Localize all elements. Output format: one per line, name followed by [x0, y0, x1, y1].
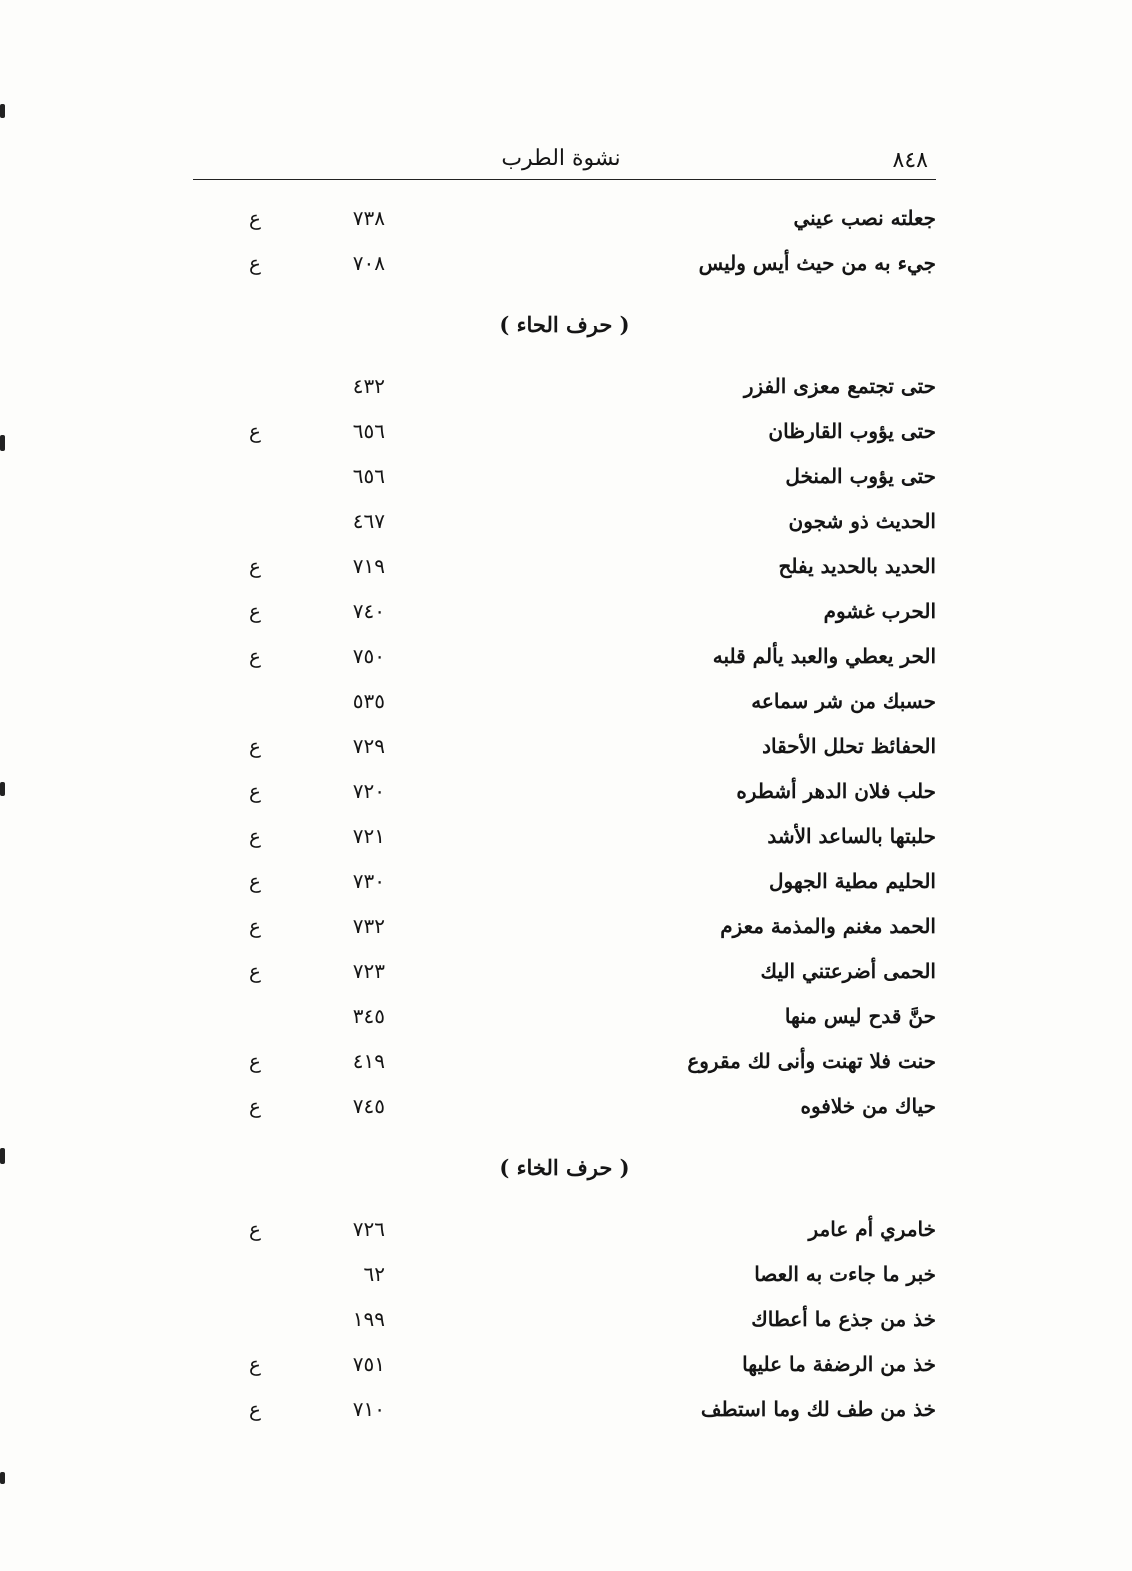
source-mark: ع	[249, 206, 261, 230]
page-reference: ٤٦٧	[352, 509, 385, 533]
source-mark: ع	[249, 554, 261, 578]
proverb-text: الحر يعطي والعبد يألم قلبه	[712, 644, 936, 668]
page-reference: ٧٢٩	[352, 734, 385, 758]
section-heading-text: ( حرف الخاء )	[499, 1155, 630, 1180]
proverb-text: الحديد بالحديد يفلح	[778, 554, 936, 578]
proverb-text: حلب فلان الدهر أشطره	[736, 779, 936, 803]
proverb-text: خذ من الرضفة ما عليها	[742, 1352, 936, 1376]
index-row	[193, 454, 936, 499]
source-mark: ع	[249, 959, 261, 983]
proverb-text: الحديث ذو شجون	[788, 509, 936, 533]
index-row	[193, 544, 936, 589]
source-mark: ع	[249, 1397, 261, 1421]
page-reference: ٧٣٠	[352, 869, 385, 893]
proverb-text: حياك من خلافوه	[800, 1094, 936, 1118]
page-reference: ٦٢	[363, 1262, 385, 1286]
page-reference: ٦٥٦	[352, 464, 385, 488]
proverb-text: الحرب غشوم	[823, 599, 936, 623]
scan-edge-mark	[0, 782, 5, 796]
index-row	[193, 949, 936, 994]
source-mark: ع	[249, 869, 261, 893]
source-mark: ع	[249, 419, 261, 443]
proverb-text: خبر ما جاءت به العصا	[754, 1262, 936, 1286]
page-number: ٨٤٨	[892, 148, 928, 173]
section-heading	[193, 286, 936, 364]
index-row	[193, 634, 936, 679]
page-reference: ٧٢٦	[352, 1217, 385, 1241]
proverb-text: خذ من طف لك وما استطف	[700, 1397, 936, 1421]
proverb-text: خذ من جذع ما أعطاك	[751, 1307, 936, 1331]
page-reference: ٧٣٨	[352, 206, 385, 230]
index-row	[193, 994, 936, 1039]
page-reference: ٧١٩	[352, 554, 385, 578]
scan-edge-mark	[0, 104, 5, 118]
page-reference: ٧٢٠	[352, 779, 385, 803]
proverb-text: الحليم مطية الجهول	[769, 869, 936, 893]
source-mark: ع	[249, 914, 261, 938]
proverb-text: حتى يؤوب المنخل	[785, 464, 936, 488]
page-header	[193, 140, 936, 180]
source-mark: ع	[249, 1094, 261, 1118]
source-mark: ع	[249, 1049, 261, 1073]
index-row	[193, 1039, 936, 1084]
proverb-text: حلبتها بالساعد الأشد	[767, 824, 936, 848]
page-reference: ٧٢٣	[352, 959, 385, 983]
index-row	[193, 1387, 936, 1432]
page-reference: ٧١٠	[352, 1397, 385, 1421]
scan-edge-mark	[0, 1472, 5, 1484]
index-row	[193, 859, 936, 904]
page-reference: ٧٥٠	[352, 644, 385, 668]
index-entries	[193, 196, 936, 1432]
page-reference: ٥٣٥	[352, 689, 385, 713]
index-row	[193, 589, 936, 634]
page-reference: ٧٣٢	[352, 914, 385, 938]
proverb-text: الحمى أضرعتني اليك	[760, 959, 936, 983]
proverb-text: الحمد مغنم والمذمة معزم	[720, 914, 936, 938]
index-row	[193, 814, 936, 859]
proverb-text: جيء به من حيث أيس وليس	[698, 251, 936, 275]
page-reference: ٤١٩	[352, 1049, 385, 1073]
page-reference: ٧٤٥	[352, 1094, 385, 1118]
proverb-text: جعلته نصب عيني	[793, 206, 936, 230]
source-mark: ع	[249, 251, 261, 275]
index-row	[193, 724, 936, 769]
scan-edge-mark	[0, 1148, 5, 1164]
page-reference: ٣٤٥	[352, 1004, 385, 1028]
index-row	[193, 499, 936, 544]
source-mark: ع	[249, 734, 261, 758]
page-reference: ٧٠٨	[352, 251, 385, 275]
running-title: نشوة الطرب	[501, 146, 621, 171]
index-row	[193, 1297, 936, 1342]
index-row	[193, 1207, 936, 1252]
index-row	[193, 364, 936, 409]
index-row	[193, 409, 936, 454]
index-row	[193, 241, 936, 286]
section-heading	[193, 1129, 936, 1207]
index-row	[193, 1084, 936, 1129]
page-reference: ٤٣٢	[352, 374, 385, 398]
index-row	[193, 904, 936, 949]
page-reference: ١٩٩	[352, 1307, 385, 1331]
source-mark: ع	[249, 644, 261, 668]
page-reference: ٧٢١	[352, 824, 385, 848]
proverb-text: حتى يؤوب القارظان	[768, 419, 936, 443]
index-row	[193, 1252, 936, 1297]
index-row	[193, 679, 936, 724]
index-row	[193, 769, 936, 814]
header-rule	[193, 179, 936, 180]
index-row	[193, 196, 936, 241]
scan-edge-mark	[0, 435, 5, 451]
index-row	[193, 1342, 936, 1387]
page-reference: ٧٤٠	[352, 599, 385, 623]
proverb-text: حنت فلا تهنت وأنى لك مقروع	[687, 1049, 936, 1073]
page-reference: ٦٥٦	[352, 419, 385, 443]
source-mark: ع	[249, 599, 261, 623]
proverb-text: حتى تجتمع معزى الفزر	[743, 374, 936, 398]
proverb-text: خامري أم عامر	[808, 1217, 936, 1241]
source-mark: ع	[249, 779, 261, 803]
proverb-text: حسبك من شر سماعه	[751, 689, 936, 713]
proverb-text: الحفائظ تحلل الأحقاد	[762, 734, 936, 758]
source-mark: ع	[249, 1217, 261, 1241]
page-reference: ٧٥١	[352, 1352, 385, 1376]
source-mark: ع	[249, 824, 261, 848]
section-heading-text: ( حرف الحاء )	[499, 312, 630, 337]
source-mark: ع	[249, 1352, 261, 1376]
proverb-text: حنَّ قدح ليس منها	[784, 1004, 936, 1028]
